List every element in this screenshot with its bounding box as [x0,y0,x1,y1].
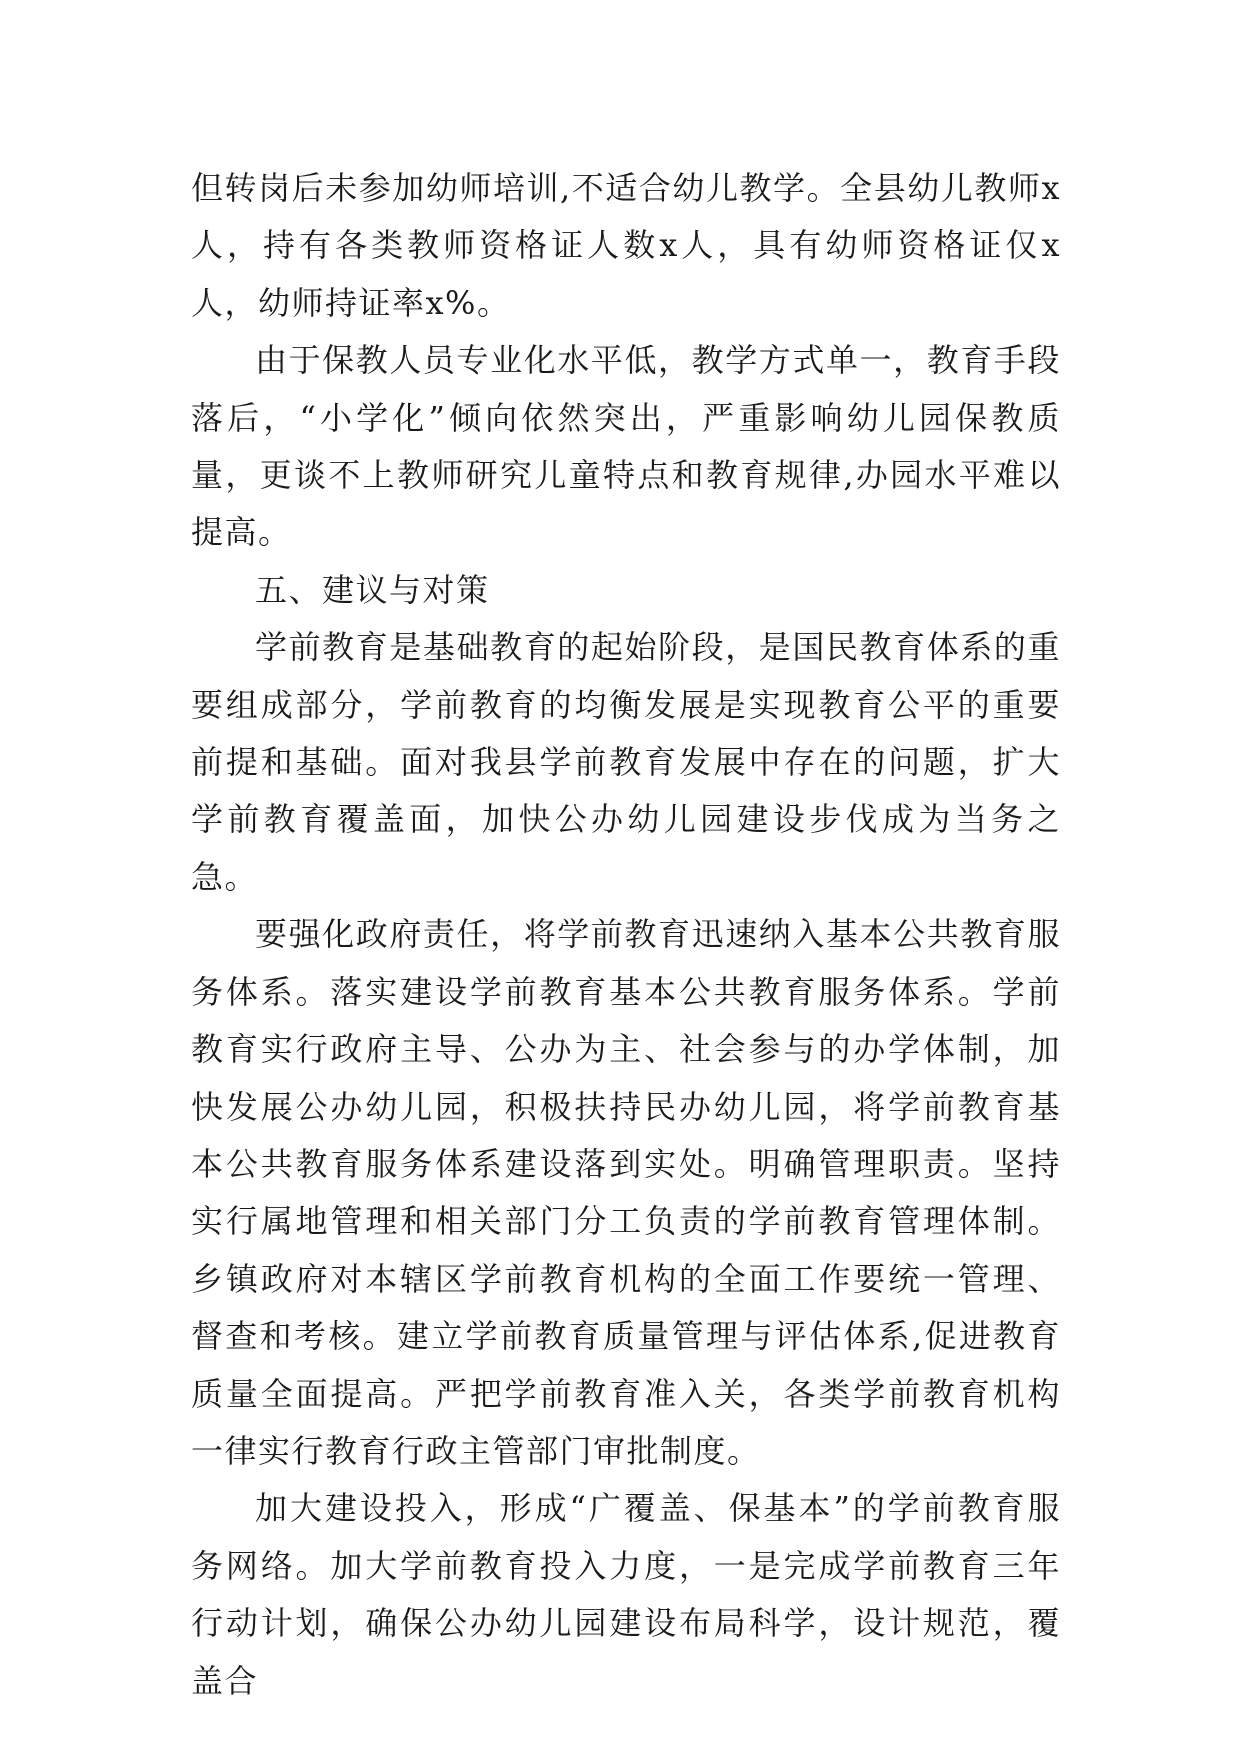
paragraph-5: 加大建设投入，形成“广覆盖、保基本”的学前教育服务网络。加大学前教育投入力度，一是完成学前教育三年行动计划，确保公办幼儿园建设布局科学，设计规范，覆盖合 [191,1489,1061,1700]
paragraph-1: 但转岗后未参加幼师培训,不适合幼儿教学。全县幼儿教师x人，持有各类教师资格证人数x人，具有幼师资格证仅x人，幼师持证率x%。 [191,169,1061,322]
paragraph-4: 要强化政府责任，将学前教育迅速纳入基本公共教育服务体系。落实建设学前教育基本公共教育服务体系。学前教育实行政府主导、公办为主、社会参与的办学体制，加快发展公办幼儿园，积极扶持民办幼儿园，将学前教育基本公共教育服务体系建设落到实处。明确管理职责。坚持实行属地管理和相关部门分工负责的学前教育管理体制。乡镇政府对本辖区学前教育机构的全面工作要统一管理、督查和考核。建立学前教育质量管理与评估体系,促进教育质量全面提高。严把学前教育准入关，各类学前教育机构一律实行教育行政主管部门审批制度。 [191,915,1061,1470]
paragraph-3: 学前教育是基础教育的起始阶段，是国民教育体系的重要组成部分，学前教育的均衡发展是实现教育公平的重要前提和基础。面对我县学前教育发展中存在的问题，扩大学前教育覆盖面，加快公办幼儿园建设步伐成为当务之急。 [191,628,1061,896]
section-heading-5: 五、建议与对策 [255,570,490,609]
document-body [191,160,1061,1710]
paragraph-2: 由于保教人员专业化水平低，教学方式单一，教育手段落后，“小学化”倾向依然突出，严重影响幼儿园保教质量，更谈不上教师研究儿童特点和教育规律,办园水平难以提高。 [191,341,1061,552]
